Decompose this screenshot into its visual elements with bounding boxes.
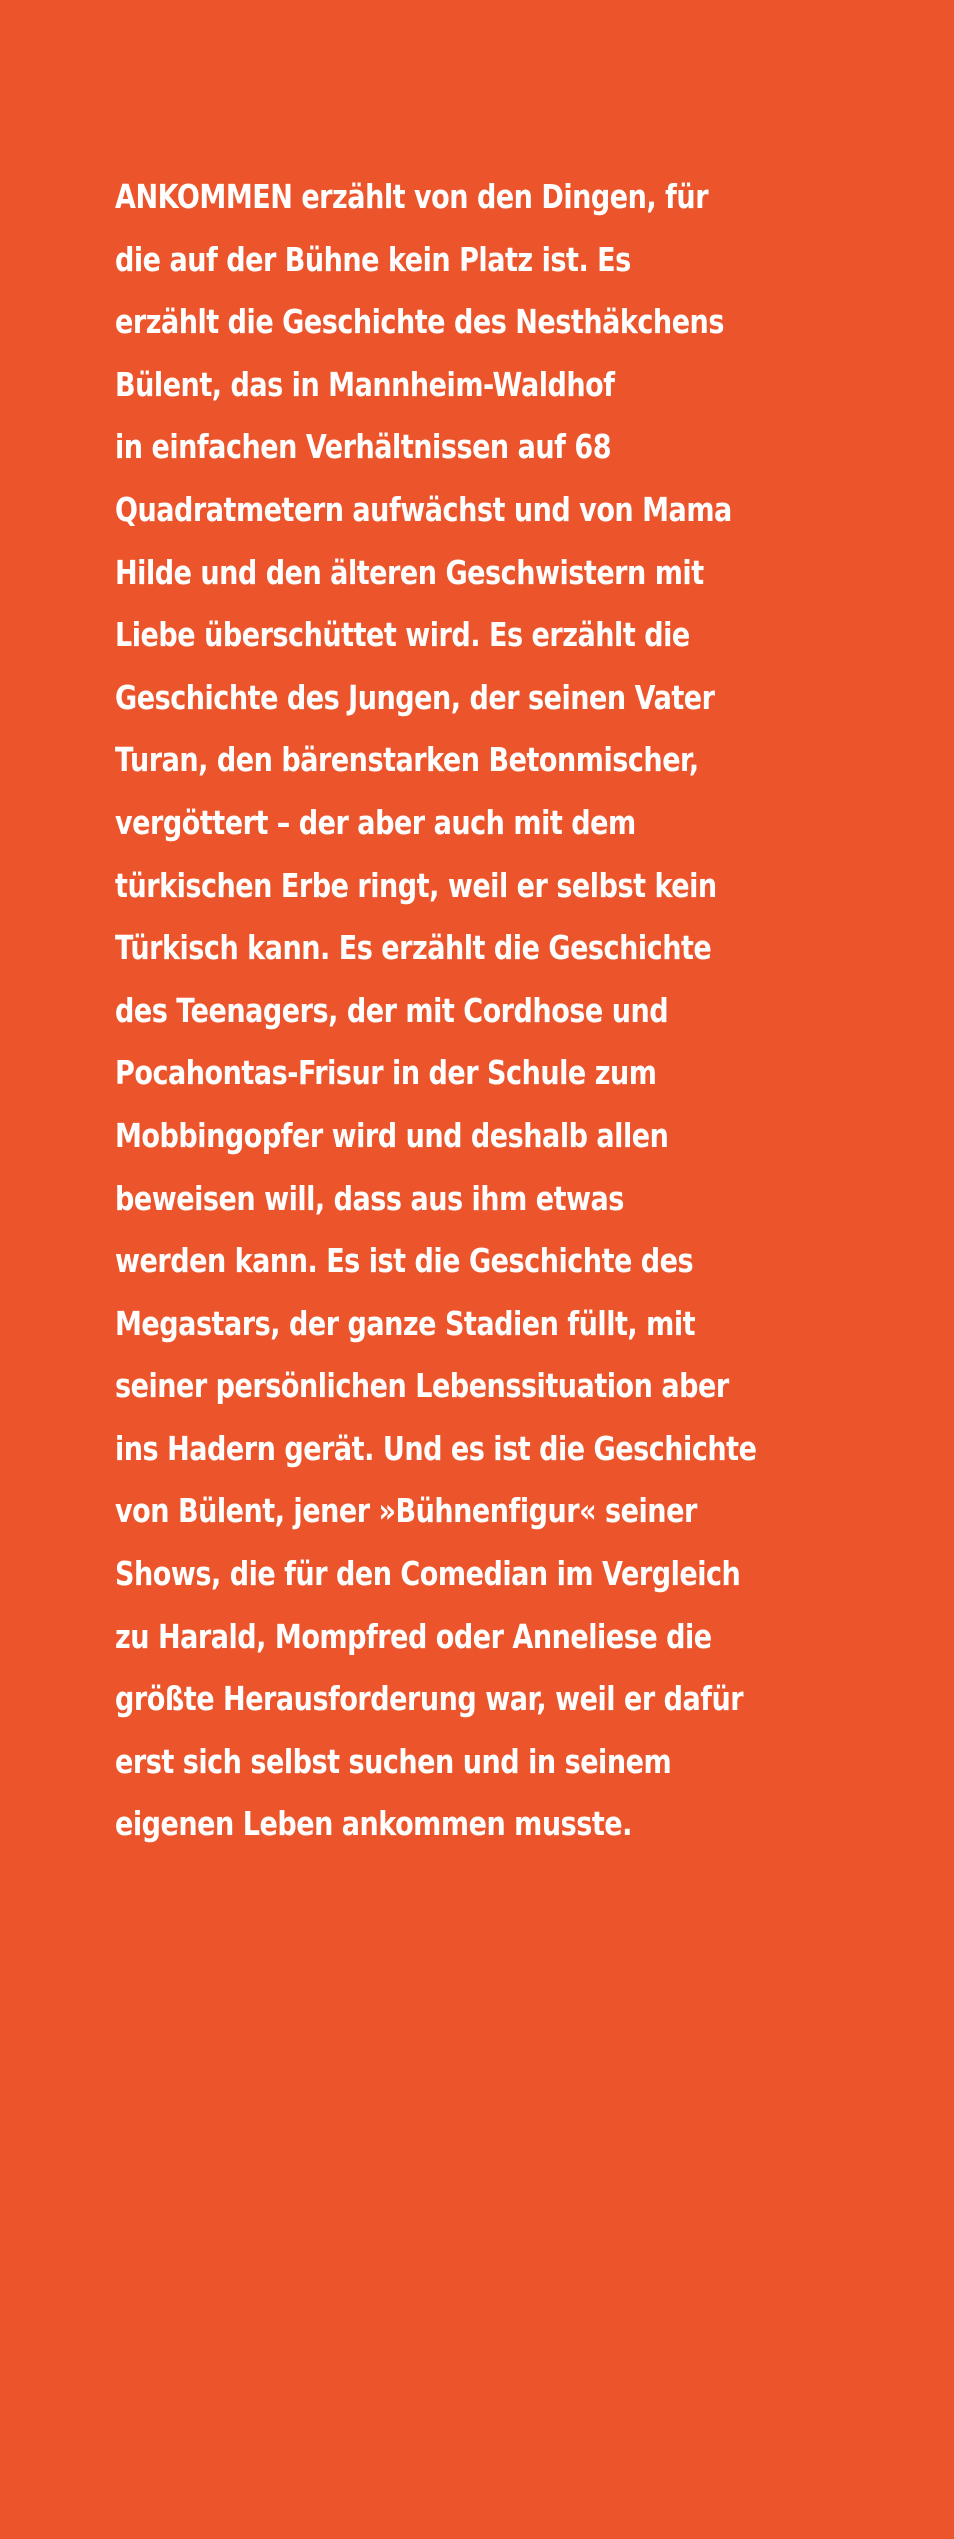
blurb-line: Mobbingopfer wird und deshalb allen: [115, 1115, 669, 1155]
blurb-line: werden kann. Es ist die Geschichte des: [115, 1241, 694, 1281]
blurb-line: zu Harald, Mompfred oder Anneliese die: [115, 1616, 712, 1656]
blurb-line: Hilde und den älteren Geschwistern mit: [115, 552, 704, 592]
blurb-line: die auf der Bühne kein Platz ist. Es: [115, 239, 631, 279]
blurb-line: Türkisch kann. Es erzählt die Geschichte: [115, 928, 712, 968]
blurb-line: Geschichte des Jungen, der seinen Vater: [115, 677, 715, 717]
blurb-line: ins Hadern gerät. Und es ist die Geschichte: [115, 1428, 757, 1468]
blurb-text: [115, 166, 796, 1856]
blurb-line: erst sich selbst suchen und in seinem: [115, 1741, 672, 1781]
blurb-line: vergöttert – der aber auch mit dem: [115, 802, 636, 842]
blurb-line: eigenen Leben ankommen musste.: [115, 1804, 632, 1844]
blurb-line: Turan, den bärenstarken Betonmischer,: [115, 740, 699, 780]
blurb-line: Bülent, das in Mannheim-Waldhof: [115, 364, 615, 404]
blurb-line: des Teenagers, der mit Cordhose und: [115, 990, 669, 1030]
blurb-line: ANKOMMEN erzählt von den Dingen, für: [115, 177, 709, 216]
blurb-line: in einfachen Verhältnissen auf 68: [115, 427, 612, 467]
blurb-line: Quadratmetern aufwächst und von Mama: [115, 489, 732, 529]
blurb-line: Liebe überschüttet wird. Es erzählt die: [115, 615, 690, 655]
blurb-line: größte Herausforderung war, weil er dafür: [115, 1679, 744, 1719]
blurb-line: Megastars, der ganze Stadien füllt, mit: [115, 1303, 696, 1343]
blurb-line: von Bülent, jener »Bühnenfigur« seiner: [115, 1491, 697, 1531]
blurb-line: Pocahontas-Frisur in der Schule zum: [115, 1053, 657, 1093]
blurb-line: Shows, die für den Comedian im Vergleich: [115, 1554, 741, 1594]
blurb-line: erzählt die Geschichte des Nesthäkchens: [115, 302, 724, 342]
blurb-line: seiner persönlichen Lebenssituation aber: [115, 1366, 729, 1406]
blurb-line: beweisen will, dass aus ihm etwas: [115, 1178, 624, 1218]
blurb-line: türkischen Erbe ringt, weil er selbst kein: [115, 865, 717, 905]
